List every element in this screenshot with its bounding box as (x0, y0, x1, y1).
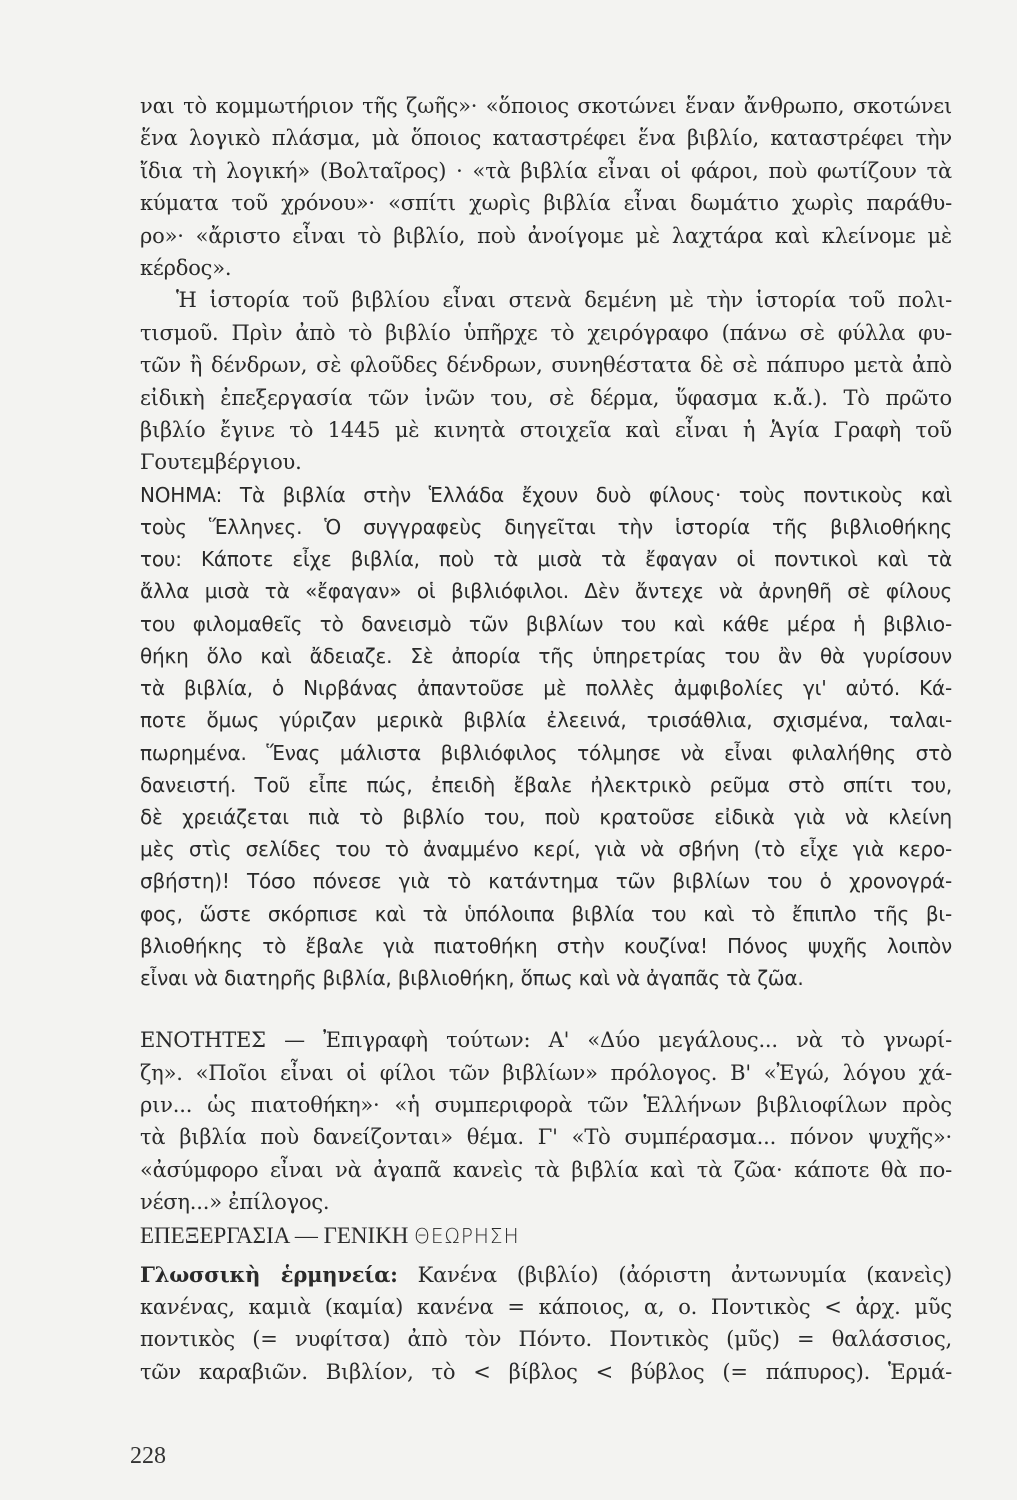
text-line: ἄλλα μισὰ τὰ «ἔφαγαν» οἱ βιβλιόφιλοι. Δὲν ἄντεχε νὰ ἀρνηθῆ σὲ φίλους (140, 579, 952, 604)
text-line: Γουτεμβέργιου. (140, 450, 302, 475)
text-line: «ἀσύμφορο εἶναι νὰ ἀγαπᾶ κανεὶς τὰ βιβλία καὶ τὰ ζῶα· κάποτε θὰ πο- (140, 1157, 952, 1182)
text-line: πωρημένα. Ἕνας μάλιστα βιβλιόφιλος τόλμησε νὰ εἶναι φιλαλήθης στὸ (140, 740, 952, 765)
heading-main: ΕΠΕΞΕΡΓΑΣΙΑ — ΓΕΝΙΚΗ (140, 1222, 409, 1248)
text-line: τισμοῦ. Πρὶν ἀπὸ τὸ βιβλίο ὑπῆρχε τὸ χειρόγραφο (πάνω σὲ φύλλα φυ- (140, 320, 952, 345)
text-line: σβήστη)! Τόσο πόνεσε γιὰ τὸ κατάντημα τῶν βιβλίων του ὁ χρονογρά- (140, 869, 952, 894)
text-line: εἶναι νὰ διατηρῆς βιβλία, βιβλιοθήκη, ὅπως καὶ νὰ ἀγαπᾶς τὰ ζῶα. (140, 965, 804, 990)
text-line: τῶν ἢ δένδρων, σὲ φλοῦδες δένδρων, συνηθέστατα δὲ σὲ πάπυρο μετὰ ἀπὸ (140, 353, 952, 378)
text-line: ριν... ὡς πιατοθήκη»· «ἡ συμπεριφορὰ τῶν Ἑλλήνων βιβλιοφίλων πρὸς (140, 1092, 952, 1117)
paragraph-enotites (140, 1024, 952, 1218)
text-line: φος, ὥστε σκόρπισε καὶ τὰ ὑπόλοιπα βιβλία του καὶ τὸ ἔπιπλο τῆς βι- (140, 901, 952, 926)
text-line: κανένας, καμιὰ (καμία) κανένα = κάποιος, α, ο. Ποντικὸς < ἀρχ. μῦς (140, 1294, 952, 1319)
page-body (140, 90, 952, 1388)
text-line: μὲς στὶς σελίδες του τὸ ἀναμμένο κερί, γιὰ νὰ σβήνη (τὸ εἶχε γιὰ κερο- (140, 837, 952, 862)
text-line: Ἡ ἱστορία τοῦ βιβλίου εἶναι στενὰ δεμένη μὲ τὴν ἱστορία τοῦ πολι- (176, 288, 952, 313)
paragraph-quotes (140, 90, 952, 284)
text-line: ποντικὸς (= νυφίτσα) ἀπὸ τὸν Πόντο. Ποντικὸς (μῦς) = θαλάσσιος, (140, 1327, 952, 1352)
text-line: ποτε ὅμως γύριζαν μερικὰ βιβλία ἐλεεινά, τρισάθλια, σχισμένα, ταλαι- (140, 708, 952, 733)
text-line: ΕΝΟΤΗΤΕΣ — Ἐπιγραφὴ τούτων: Α' «Δύο μεγάλους... νὰ τὸ γνωρί- (140, 1028, 952, 1053)
text-line: τὰ βιβλία ποὺ δανείζονται» θέμα. Γ' «Τὸ συμπέρασμα... πόνον ψυχῆς»· (140, 1125, 952, 1150)
text-line: νέση...» ἐπίλογος. (140, 1190, 330, 1215)
text-line: βιβλίο ἔγινε τὸ 1445 μὲ κινητὰ στοιχεῖα καὶ εἶναι ἡ Ἁγία Γραφὴ τοῦ (140, 418, 952, 443)
paragraph-glossary (140, 1259, 952, 1389)
text-line: τὰ βιβλία, ὁ Νιρβάνας ἀπαντοῦσε μὲ πολλὲς ἀμφιβολίες γι' αὐτό. Κά- (140, 676, 952, 701)
text-line: τοὺς Ἕλληνες. Ὁ συγγραφεὺς διηγεῖται τὴν ἱστορία τῆς βιβλιοθήκης (140, 515, 952, 540)
text-line: ζη». «Ποῖοι εἶναι οἱ φίλοι τῶν βιβλίων» πρόλογος. Β' «Ἐγώ, λόγου χά- (140, 1060, 952, 1085)
page-number: 228 (130, 1443, 166, 1469)
glossary-first-line: Κανένα (βιβλίο) (ἀόριστη ἀντωνυμία (κανεὶς) (397, 1262, 952, 1287)
text-line: θήκη ὅλο καὶ ἄδειαζε. Σὲ ἀπορία τῆς ὑπηρετρίας του ἂν θὰ γυρίσουν (140, 643, 952, 668)
text-line: τῶν καραβιῶν. Βιβλίον, τὸ < βίβλος < βύβλος (= πάπυρος). Ἑρμά- (140, 1359, 952, 1384)
glossary-label: Γλωσσικὴ ἑρμηνεία: (140, 1261, 398, 1287)
text-line: ρο»· «ἄριστο εἶναι τὸ βιβλίο, ποὺ ἀνοίγομε μὲ λαχτάρα καὶ κλείνομε μὲ (140, 223, 952, 248)
text-line: κύματα τοῦ χρόνου»· «σπίτι χωρὶς βιβλία εἶναι δωμάτιο χωρὶς παράθυ- (140, 191, 952, 216)
text-line: του φιλομαθεῖς τὸ δανεισμὸ τῶν βιβλίων του καὶ κάθε μέρα ἡ βιβλιο- (140, 611, 952, 636)
text-line: δανειστή. Τοῦ εἶπε πώς, ἐπειδὴ ἔβαλε ἠλεκτρικὸ ρεῦμα στὸ σπίτι του, (140, 772, 952, 797)
text-line: εἰδικὴ ἐπεξεργασία τῶν ἰνῶν του, σὲ δέρμα, ὕφασμα κ.ἄ.). Τὸ πρῶτο (140, 385, 952, 410)
text-line: ναι τὸ κομμωτήριον τῆς ζωῆς»· «ὅποιος σκοτώνει ἕναν ἄνθρωπο, σκοτώνει (140, 94, 952, 118)
text-line: ΝΟΗΜΑ: Τὰ βιβλία στὴν Ἑλλάδα ἔχουν δυὸ φίλους· τοὺς ποντικοὺς καὶ (140, 482, 952, 507)
text-line: του: Κάποτε εἶχε βιβλία, ποὺ τὰ μισὰ τὰ ἔφαγαν οἱ ποντικοὶ καὶ τὰ (140, 547, 952, 572)
text-line: κέρδος». (140, 256, 232, 281)
text-line: ἴδια τὴ λογική» (Βολταῖρος) · «τὰ βιβλία εἶναι οἱ φάροι, ποὺ φωτίζουν τὰ (140, 158, 952, 183)
paragraph-noima (140, 479, 952, 994)
text-line (140, 1259, 952, 1291)
text-line: δὲ χρειάζεται πιὰ τὸ βιβλίο του, ποὺ κρατοῦσε εἰδικὰ γιὰ νὰ κλείνη (140, 804, 952, 829)
section-heading (140, 1219, 952, 1253)
paragraph-history (140, 284, 952, 478)
text-line: ἕνα λογικὸ πλάσμα, μὰ ὅποιος καταστρέφει ἕνα βιβλίο, καταστρέφει τὴν (140, 126, 952, 151)
text-line: βλιοθήκης τὸ ἔβαλε γιὰ πιατοθήκη στὴν κουζίνα! Πόνος ψυχῆς λοιπὸν (140, 933, 952, 958)
section-gap (140, 994, 952, 1024)
heading-thin: ΘΕΩΡΗΣΗ (414, 1223, 520, 1248)
